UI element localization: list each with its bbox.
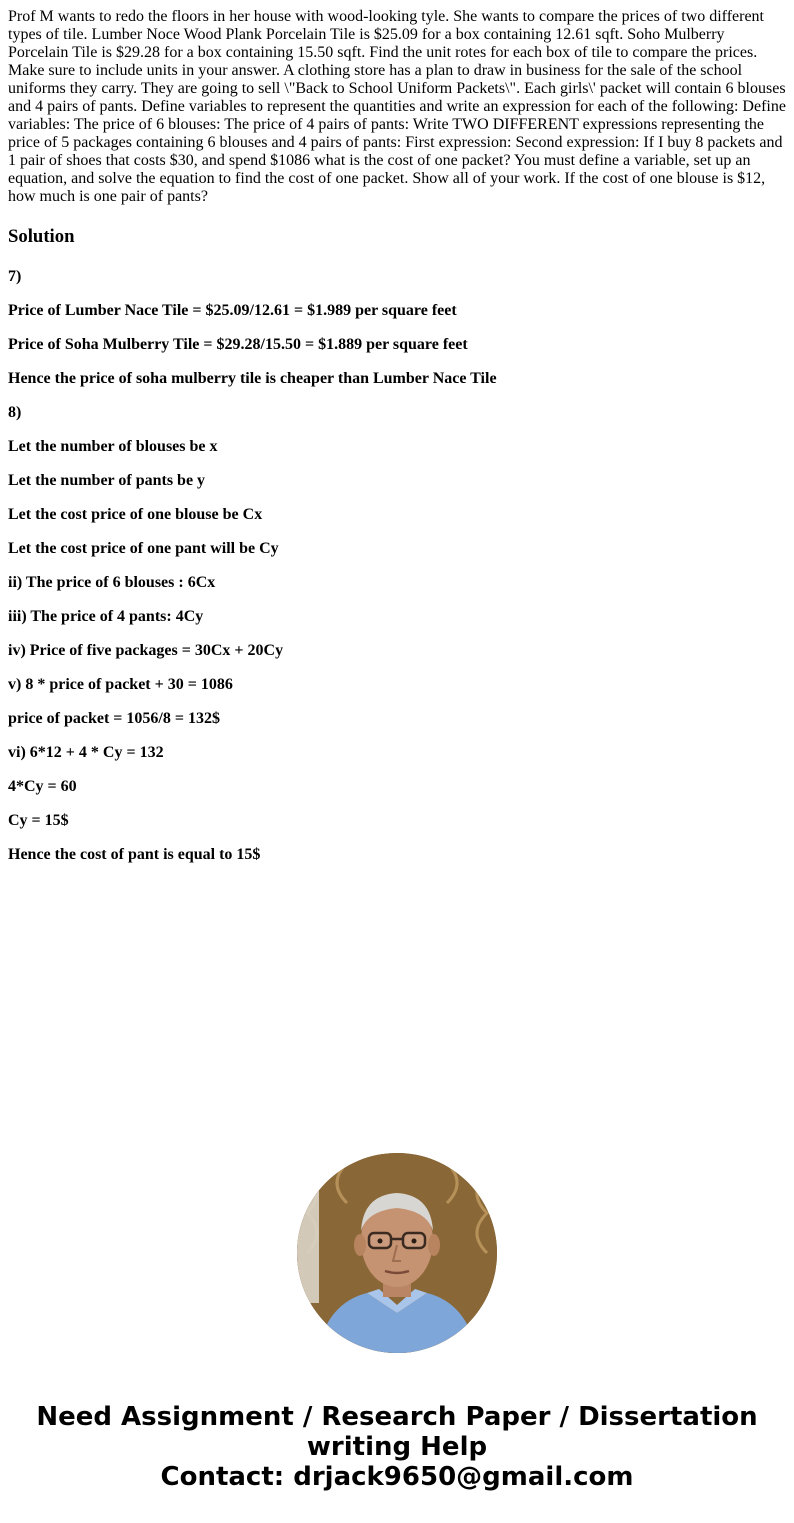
step-line: Hence the cost of pant is equal to 15$ xyxy=(8,846,261,863)
step-line: Let the number of blouses be x xyxy=(8,438,218,455)
step-line: Let the number of pants be y xyxy=(8,472,206,489)
solution-steps xyxy=(8,268,786,864)
step-line: price of packet = 1056/8 = 132$ xyxy=(8,710,220,727)
step-line: Price of Soha Mulberry Tile = $29.28/15.50 = $1.889 per square feet xyxy=(8,336,468,353)
step-line: Let the cost price of one pant will be Cy xyxy=(8,540,279,557)
step-line: 8) xyxy=(8,404,22,421)
step-line: ii) The price of 6 blouses : 6Cx xyxy=(8,574,216,591)
promo-banner xyxy=(0,1402,794,1492)
question-text: Prof M wants to redo the floors in her house with wood-looking tyle. She wants to compare the prices of two different types of tile. Lumber Noce Wood Plank Porcelain Tile is $25.09 for a box containing 12.61 sqft. Soho Mulberry Porcelain Tile is $29.28 for a box containing 15.50 sqft. Find the unit rotes for each box of tile to compare the prices. Make sure to include units in your answer. A clothing store has a plan to draw in business for the sale of the school uniforms they carry. They are going to sell \"Back to School Uniform Packets\". Each girls\' packet will contain 6 blouses and 4 pairs of pants. Define variables to represent the quantities and write an expression for each of the following: Define variables: The price of 6 blouses: The price of 4 pairs of pants: Write TWO DIFFERENT expressions representing the price of 5 packages containing 6 blouses and 4 pairs of pants: First expression: Second expression: If I buy 8 packets and 1 pair of shoes that costs $30, and spend $1086 what is the cost of one packet? You must define a variable, set up an equation, and solve the equation to find the cost of one packet. Show all of your work. If the cost of one blouse is $12, how much is one pair of pants? xyxy=(8,8,786,205)
promo-contact: Contact: drjack9650@gmail.com xyxy=(160,1462,634,1492)
avatar-portrait-icon xyxy=(297,1153,497,1353)
step-line: iv) Price of five packages = 30Cx + 20Cy xyxy=(8,642,284,659)
promo-line-1: Need Assignment / Research Paper / Dissertation xyxy=(36,1402,758,1432)
step-line: Let the cost price of one blouse be Cx xyxy=(8,506,263,523)
promo-line-2: writing Help xyxy=(306,1432,488,1462)
step-line: 4*Cy = 60 xyxy=(8,778,77,795)
step-line: vi) 6*12 + 4 * Cy = 132 xyxy=(8,744,164,761)
avatar xyxy=(297,1153,497,1353)
solution-heading: Solution xyxy=(8,226,75,247)
step-line: Hence the price of soha mulberry tile is cheaper than Lumber Nace Tile xyxy=(8,370,497,387)
step-line: 7) xyxy=(8,268,22,285)
step-line: v) 8 * price of packet + 30 = 1086 xyxy=(8,676,233,693)
step-line: Cy = 15$ xyxy=(8,812,69,829)
step-line: Price of Lumber Nace Tile = $25.09/12.61 = $1.989 per square feet xyxy=(8,302,457,319)
step-line: iii) The price of 4 pants: 4Cy xyxy=(8,608,204,625)
